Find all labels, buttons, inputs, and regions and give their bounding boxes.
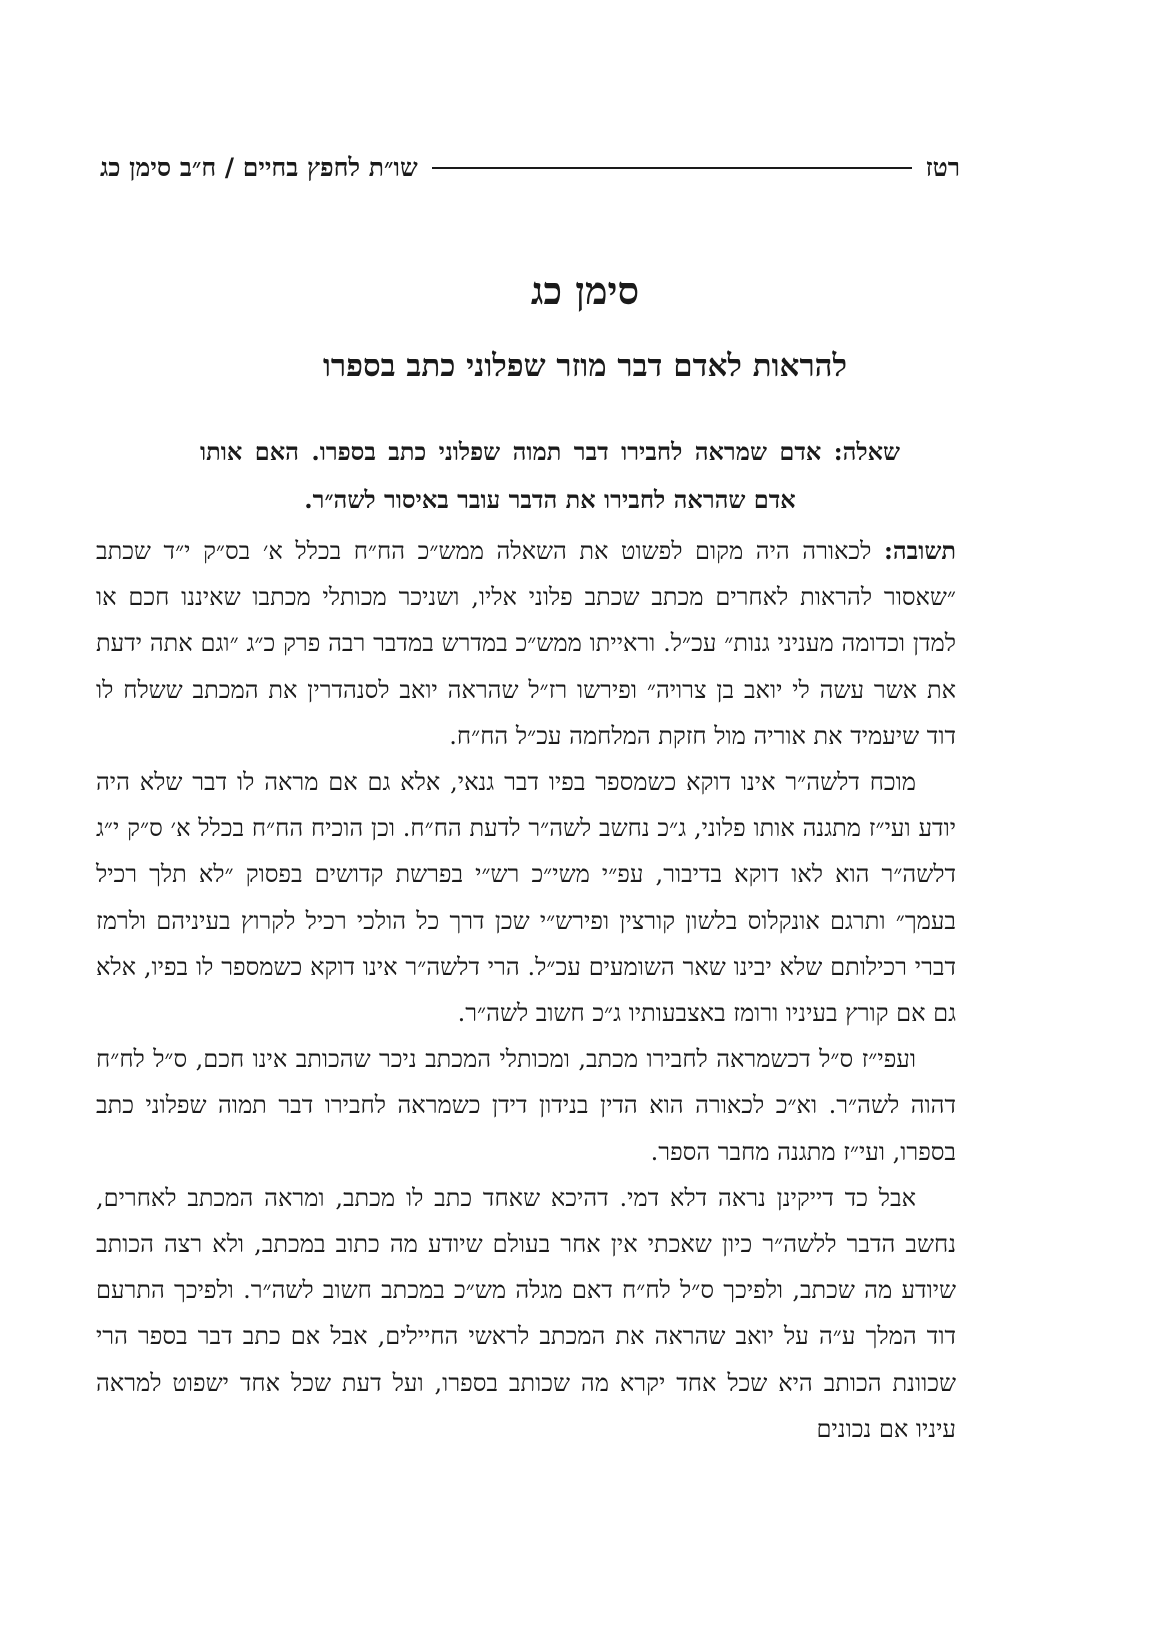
question-label: שאלה: [833,437,900,466]
running-title: שו״ת לחפץ בחיים / ח״ב סימן כג [100,153,418,182]
answer-body [96,528,956,1452]
answer-paragraph: אבל כד דייקינן נראה דלא דמי. דהיכא שאחד כתב לו מכתב, ומראה המכתב לאחרים, נחשב הדבר ללשה״ר כיון שאכתי אין אחר בעולם שיודע מה כתוב במכתב, ולא רצה הכותב שיודע מה שכתב, ולפיכך ס״ל לח״ח דאם מגלה מש״כ במכתב חשוב לשה״ר. ולפיכך התרעם דוד המלך ע״ה על יואב שהראה את המכתב לראשי החיילים, אבל אם כתב דבר בספר הרי שכוונת הכותב היא שכל אחד יקרא מה שכותב בספרו, ועל דעת שכל אחד ישפוט למראה עיניו אם נכונים [96,1183,957,1443]
answer-paragraph: ועפי״ז ס״ל דכשמראה לחבירו מכתב, ומכותלי המכתב ניכר שהכותב אינו חכם, ס״ל לח״ח דהוה לשה״ר. וא״כ לכאורה הוא הדין בנידון דידן כשמראה לחבירו דבר תמוה שפלוני כתב בספרו, ועי״ז מתגנה מחבר הספר. [96,1045,956,1166]
header-rule [432,167,912,169]
running-header [100,138,960,198]
question-text: אדם שמראה לחבירו דבר תמוה שפלוני כתב בספרו. האם אותו אדם שהראה לחבירו את הדבר עובר באיסור לשה״ר. [200,437,822,514]
answer-paragraph: מוכח דלשה״ר אינו דוקא כשמספר בפיו דבר גנאי, אלא גם אם מראה לו דבר שלא היה יודע ועי״ז מתגנה אותו פלוני, ג״כ נחשב לשה״ר לדעת הח״ח. וכן הוכיח הח״ח בכלל א׳ ס״ק י״ג דלשה״ר הוא לאו דוקא בדיבור, עפ״י משי״כ רש״י בפרשת קדושים בפסוק ״לא תלך רכיל בעמך״ ותרגם אונקלוס בלשון קורצין ופירש״י שכן דרך כל הולכי רכיל לקרוץ בעיניהם ולרמז דברי רכילותם שלא יבינו שאר השומעים עכ״ל. הרי דלשה״ר אינו דוקא כשמספר לו בפיו, אלא גם אם קורץ בעיניו ורומז באצבעותיו ג״כ חשוב לשה״ר. [96,768,956,1028]
answer-label: תשובה: [884,536,956,565]
siman-title: סימן כג [530,268,640,313]
page-number: רטז [925,153,960,182]
question-block [200,428,900,524]
answer-paragraph-text: לכאורה היה מקום לפשוט את השאלה ממש״כ הח״ח בכלל א׳ בס״ק י״ד שכתב ״שאסור להראות לאחרים מכתב שכתב פלוני אליו, ושניכר מכותלי מכתבו שאיננו חכם או למדן וכדומה מעניני גנות״ עכ״ל. וראייתו ממש״כ במדרש במדבר רבה פרק כ״ג ״וגם אתה ידעת את אשר עשה לי יואב בן צרויה״ ופירשו רז״ל שהראה יואב לסנהדרין את המכתב ששלח לו דוד שיעמיד את אוריה מול חזקת המלחמה עכ״ל הח״ח. [96,537,956,750]
subject-heading: להראות לאדם דבר מוזר שפלוני כתב בספרו [322,348,848,384]
answer-paragraph [96,528,956,759]
